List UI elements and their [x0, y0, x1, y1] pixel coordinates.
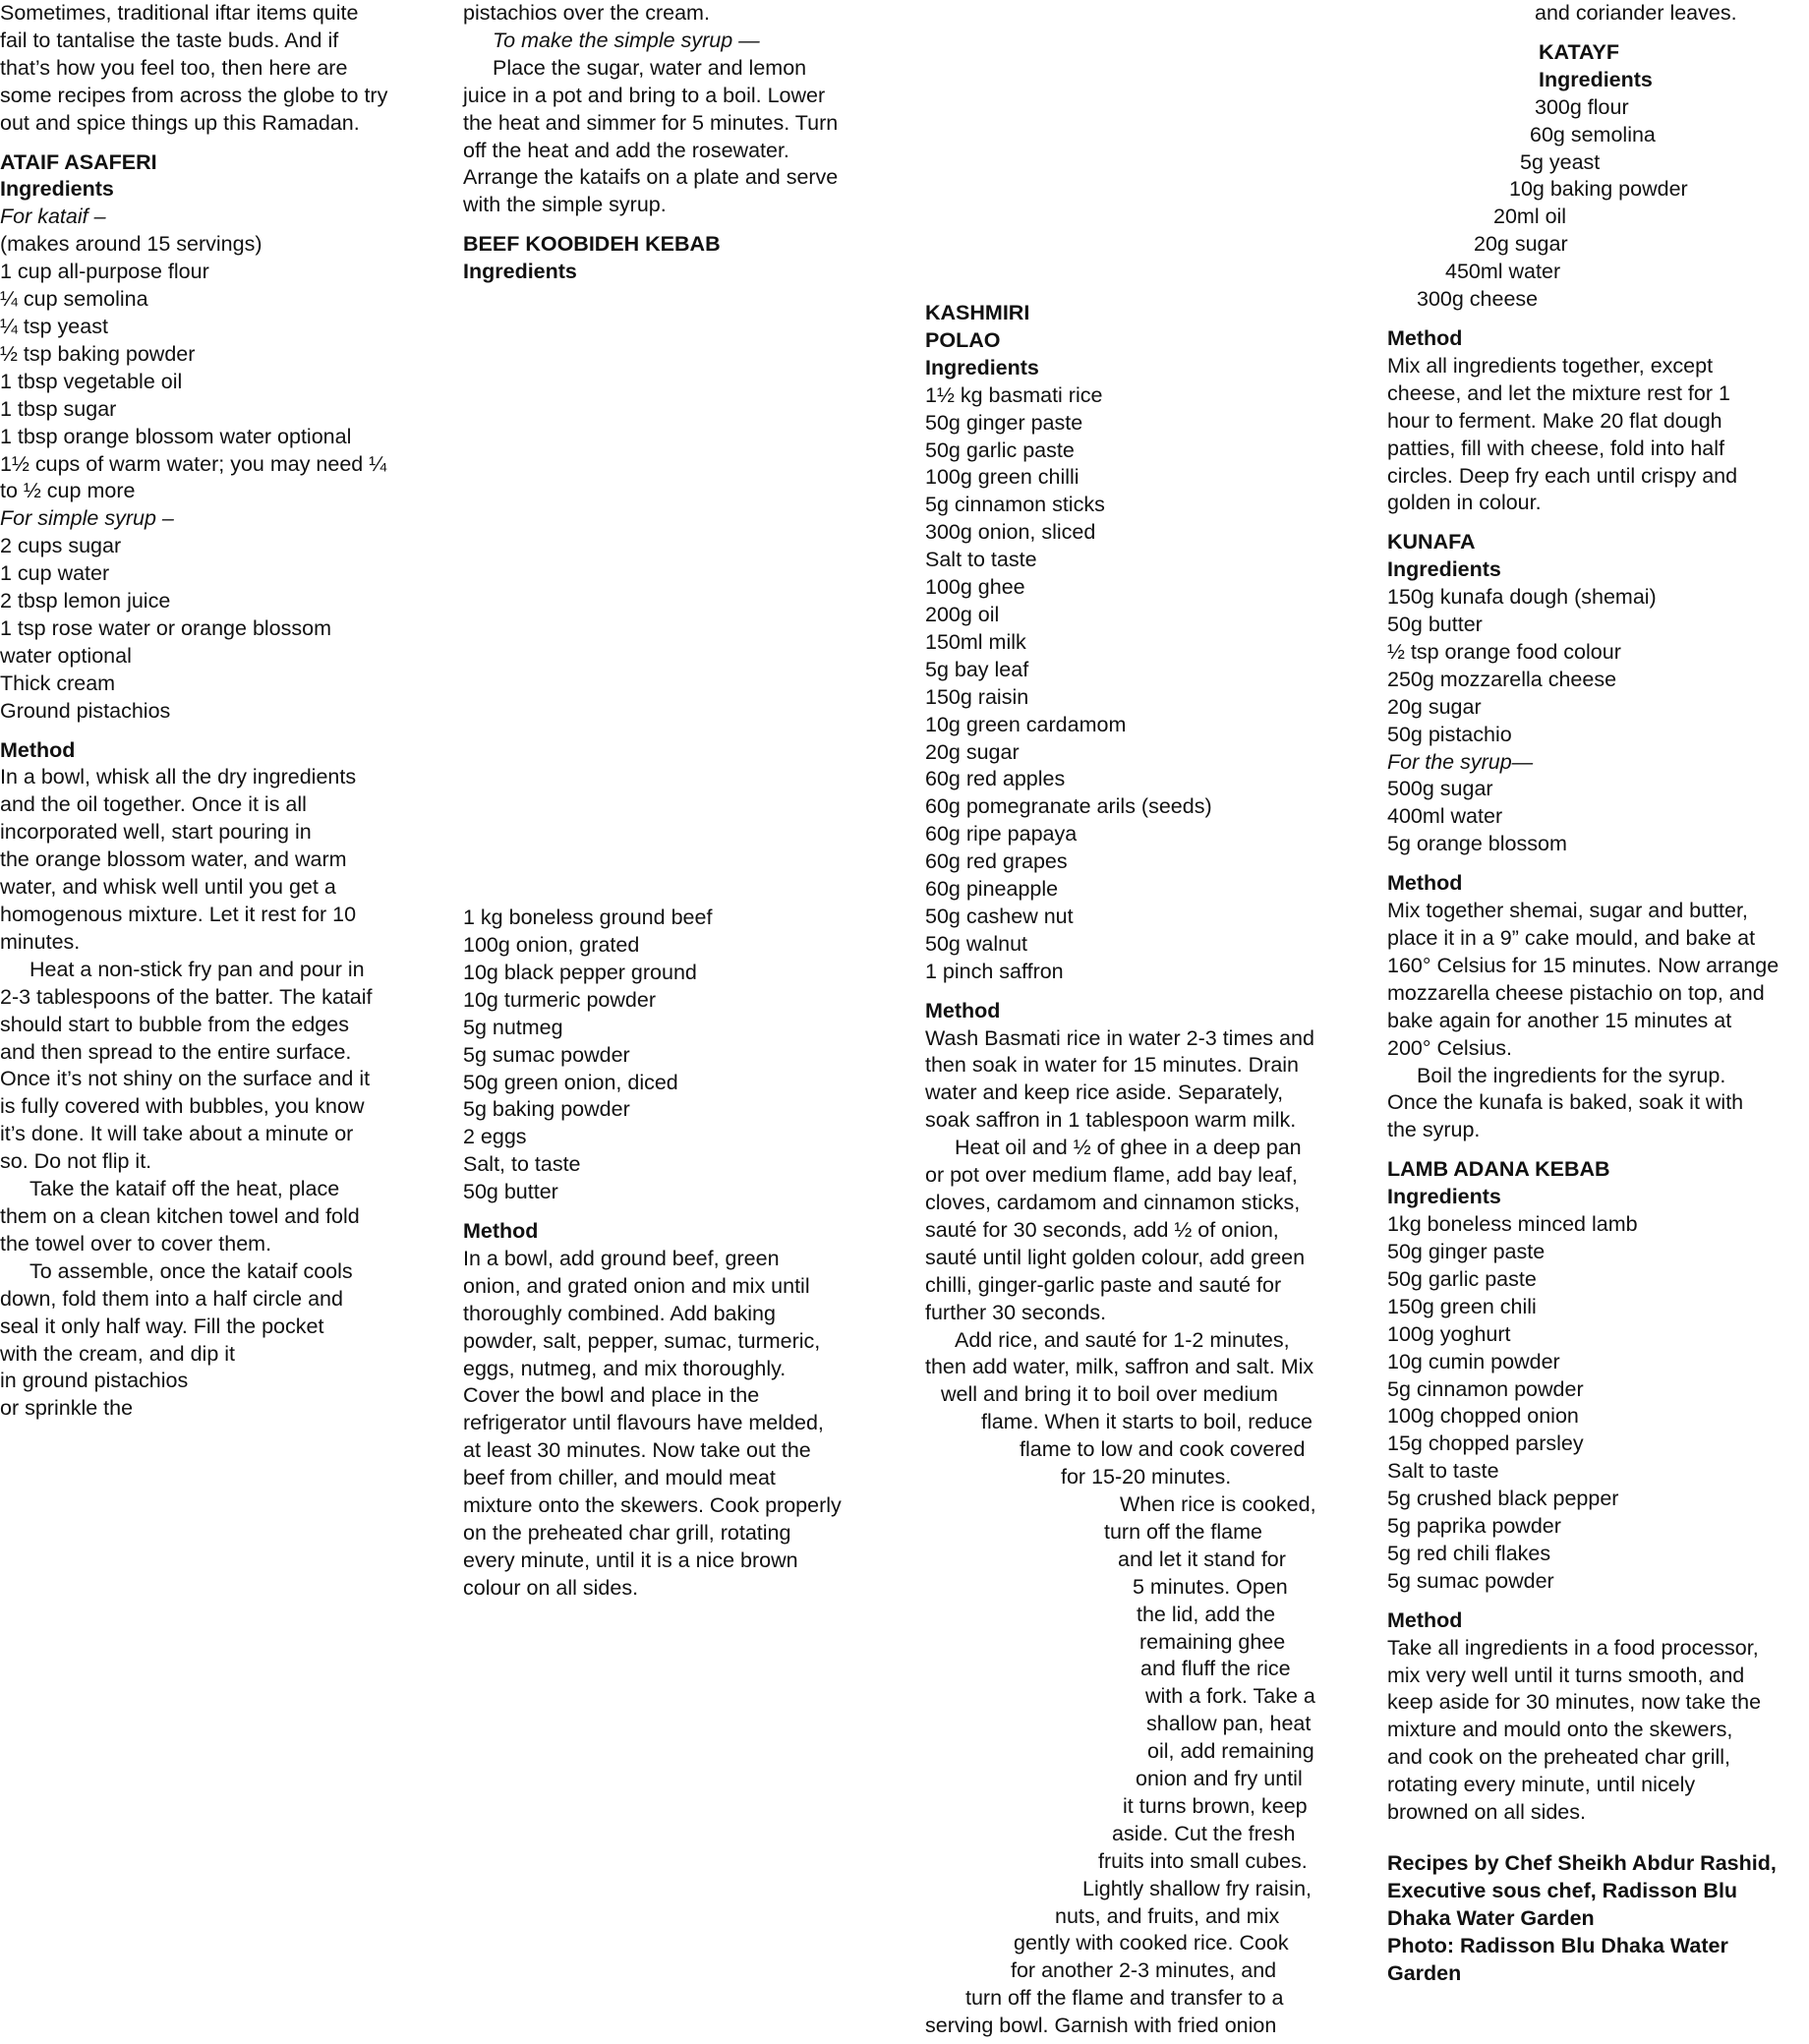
- text-line: 5g bay leaf: [925, 657, 1029, 681]
- text-line: Salt to taste: [925, 548, 1037, 572]
- text-line: 1kg boneless minced lamb: [1387, 1212, 1638, 1237]
- text-line: 15g chopped parsley: [1387, 1431, 1584, 1456]
- text-line: 400ml water: [1387, 804, 1503, 829]
- text-line: 300g cheese: [1417, 287, 1539, 312]
- text-line: 5g orange blossom: [1387, 832, 1567, 856]
- text-line: 20g sugar: [1474, 232, 1568, 257]
- text-line: Take the kataif off the heat, place: [29, 1177, 340, 1201]
- text-line: aside. Cut the fresh: [1112, 1821, 1296, 1845]
- text-line: water and keep rice aside. Separately,: [925, 1080, 1284, 1105]
- text-line: or pot over medium flame, add bay leaf,: [925, 1163, 1298, 1188]
- text-line: 50g butter: [463, 1180, 558, 1204]
- text-line: For the syrup—: [1387, 749, 1534, 774]
- text-line: 500g sugar: [1387, 777, 1493, 801]
- text-line: Add rice, and sauté for 1-2 minutes,: [955, 1327, 1290, 1352]
- heading-line: BEEF KOOBIDEH KEBAB: [463, 232, 721, 257]
- text-line: serving bowl. Garnish with fried onion: [925, 2014, 1277, 2038]
- text-line: 20ml oil: [1493, 204, 1567, 229]
- text-line: When rice is cooked,: [1120, 1491, 1316, 1516]
- text-line: 1 kg boneless ground beef: [463, 905, 713, 930]
- text-line: thoroughly combined. Add baking: [463, 1301, 776, 1325]
- text-line: 50g ginger paste: [1387, 1239, 1546, 1263]
- text-line: Salt to taste: [1387, 1459, 1499, 1484]
- text-line: 100g yoghurt: [1387, 1321, 1511, 1346]
- text-line: then soak in water for 15 minutes. Drain: [925, 1053, 1300, 1078]
- text-line: 10g green cardamom: [925, 712, 1127, 736]
- text-line: 5g baking powder: [463, 1097, 630, 1122]
- text-line: Cover the bowl and place in the: [463, 1383, 760, 1408]
- text-line: refrigerator until flavours have melded,: [463, 1411, 824, 1435]
- text-line: 50g ginger paste: [925, 410, 1083, 435]
- text-line: 50g garlic paste: [925, 438, 1075, 462]
- text-line: the towel over to cover them.: [0, 1231, 272, 1256]
- text-line: ¼ tsp yeast: [0, 314, 108, 338]
- text-line: or sprinkle the: [0, 1396, 134, 1421]
- text-line: 60g red grapes: [925, 849, 1068, 874]
- text-line: golden in colour.: [1387, 491, 1542, 515]
- text-line: 50g green onion, diced: [463, 1070, 678, 1094]
- text-line: 5 minutes. Open: [1133, 1574, 1288, 1599]
- text-line: hour to ferment. Make 20 flat dough: [1387, 408, 1722, 433]
- text-line: 1½ kg basmati rice: [925, 382, 1103, 407]
- text-line: it’s done. It will take about a minute or: [0, 1122, 354, 1146]
- text-line: mix very well until it turns smooth, and: [1387, 1663, 1745, 1687]
- text-line: 60g ripe papaya: [925, 822, 1078, 847]
- text-line: with the cream, and dip it: [0, 1341, 236, 1366]
- text-line: 5g sumac powder: [1387, 1568, 1554, 1593]
- text-line: 1 tsp rose water or orange blossom: [0, 615, 331, 640]
- text-line: 5g paprika powder: [1387, 1514, 1561, 1539]
- heading-line: Executive sous chef, Radisson Blu: [1387, 1878, 1738, 1902]
- text-line: 20g sugar: [925, 739, 1020, 764]
- heading-line: Garden: [1387, 1960, 1462, 1985]
- text-line: cloves, cardamom and cinnamon sticks,: [925, 1191, 1301, 1214]
- text-line: 450ml water: [1445, 260, 1561, 284]
- heading-line: Ingredients: [1539, 67, 1653, 91]
- text-line: ¼ cup semolina: [0, 287, 148, 312]
- text-line: shallow pan, heat: [1146, 1712, 1312, 1736]
- text-line: 5g cinnamon sticks: [925, 493, 1105, 517]
- text-line: 100g ghee: [925, 575, 1025, 600]
- text-line: for another 2-3 minutes, and: [1011, 1958, 1277, 1983]
- text-line: In a bowl, whisk all the dry ingredients: [0, 765, 357, 789]
- text-line: Sometimes, traditional iftar items quite: [0, 1, 359, 25]
- text-line: that’s how you feel too, then here are: [0, 55, 348, 80]
- text-line: 10g cumin powder: [1387, 1349, 1560, 1373]
- text-line: 60g semolina: [1530, 122, 1656, 146]
- text-line: some recipes from across the globe to try: [0, 83, 388, 107]
- text-line: 1 pinch saffron: [925, 959, 1064, 983]
- text-line: browned on all sides.: [1387, 1800, 1586, 1825]
- text-line: the syrup.: [1387, 1118, 1481, 1142]
- text-line: Wash Basmati rice in water 2-3 times and: [925, 1025, 1314, 1050]
- text-line: turn off the flame: [1104, 1519, 1262, 1544]
- text-line: 150g kunafa dough (shemai): [1387, 585, 1657, 610]
- text-line: patties, fill with cheese, fold into half: [1387, 436, 1724, 460]
- text-line: fail to tantalise the taste buds. And if: [0, 28, 339, 52]
- text-line: so. Do not flip it.: [0, 1149, 152, 1174]
- heading-line: ATAIF ASAFERI: [0, 149, 157, 174]
- heading-line: Method: [1387, 1607, 1463, 1632]
- text-line: cheese, and let the mixture rest for 1: [1387, 380, 1730, 405]
- text-line: Thick cream: [0, 671, 116, 695]
- text-line: is fully covered with bubbles, you know: [0, 1094, 365, 1119]
- text-line: the orange blossom water, and warm: [0, 847, 347, 872]
- text-line: minutes.: [0, 929, 81, 954]
- text-line: and fluff the rice: [1140, 1657, 1291, 1681]
- text-line: fruits into small cubes.: [1098, 1848, 1308, 1873]
- text-line: 5g crushed black pepper: [1387, 1487, 1619, 1511]
- text-line: soak saffron in 1 tablespoon warm milk.: [925, 1108, 1297, 1133]
- text-line: then add water, milk, saffron and salt. Mix: [925, 1355, 1314, 1379]
- text-line: it turns brown, keep: [1123, 1793, 1308, 1818]
- text-line: Once the kunafa is baked, soak it with: [1387, 1090, 1744, 1115]
- text-line: and coriander leaves.: [1535, 1, 1737, 25]
- text-line: the lid, add the: [1137, 1602, 1276, 1626]
- text-line: Place the sugar, water and lemon: [493, 55, 807, 80]
- text-line: 5g red chili flakes: [1387, 1541, 1551, 1565]
- heading-line: Method: [1387, 871, 1463, 896]
- text-line: gently with cooked rice. Cook: [1014, 1931, 1289, 1956]
- text-line: 2 tbsp lemon juice: [0, 589, 171, 613]
- text-line: 100g chopped onion: [1387, 1404, 1579, 1429]
- heading-line: KASHMIRI: [925, 301, 1030, 324]
- text-line: beef from chiller, and mould meat: [463, 1466, 776, 1490]
- text-line: homogenous mixture. Let it rest for 10: [0, 903, 357, 926]
- text-line: 150g green chili: [1387, 1294, 1537, 1318]
- text-line: ½ tsp baking powder: [0, 341, 196, 366]
- text-line: 10g black pepper ground: [463, 960, 697, 984]
- text-line: seal it only half way. Fill the pocket: [0, 1314, 324, 1338]
- text-line: eggs, nutmeg, and mix thoroughly.: [463, 1356, 787, 1380]
- column-3: [925, 0, 1358, 2040]
- text-line: to ½ cup more: [0, 479, 136, 503]
- heading-line: Ingredients: [463, 260, 577, 284]
- text-line: and let it stand for: [1118, 1547, 1286, 1571]
- text-line: place it in a 9” cake mould, and bake at: [1387, 926, 1756, 950]
- text-line: chilli, ginger-garlic paste and sauté for: [925, 1272, 1282, 1297]
- text-line: them on a clean kitchen towel and fold: [0, 1203, 360, 1228]
- text-line: colour on all sides.: [463, 1575, 639, 1600]
- text-line: 300g flour: [1535, 94, 1629, 119]
- text-line: 200g oil: [925, 602, 1000, 626]
- text-line: should start to bubble from the edges: [0, 1012, 349, 1036]
- text-line: To assemble, once the kataif cools: [29, 1258, 353, 1283]
- text-line: 1 cup water: [0, 561, 110, 586]
- text-line: ½ tsp orange food colour: [1387, 639, 1621, 664]
- text-line: In a bowl, add ground beef, green: [463, 1246, 780, 1270]
- text-line: 60g pineapple: [925, 877, 1059, 902]
- heading-line: Ingredients: [925, 355, 1039, 380]
- text-line: 50g cashew nut: [925, 904, 1074, 928]
- text-line: water, and whisk well until you get a: [0, 875, 336, 900]
- text-line: powder, salt, pepper, sumac, turmeric,: [463, 1328, 821, 1353]
- text-line: circles. Deep fry each until crispy and: [1387, 463, 1738, 488]
- text-line: Arrange the kataifs on a plate and serve: [463, 165, 839, 190]
- text-line: the heat and simmer for 5 minutes. Turn: [463, 110, 839, 135]
- heading-line: Method: [463, 1219, 539, 1244]
- heading-line: Dhaka Water Garden: [1387, 1905, 1595, 1930]
- text-line: oil, add remaining: [1147, 1739, 1314, 1764]
- text-line: rotating every minute, until nicely: [1387, 1773, 1696, 1797]
- text-line: flame. When it starts to boil, reduce: [981, 1410, 1313, 1434]
- text-line: 160° Celsius for 15 minutes. Now arrange: [1387, 953, 1780, 977]
- text-line: 1 cup all-purpose flour: [0, 260, 209, 284]
- text-line: 50g walnut: [925, 931, 1027, 956]
- column-2: [463, 0, 896, 1603]
- text-line: water optional: [0, 643, 132, 668]
- text-line: 20g sugar: [1387, 694, 1482, 719]
- text-line: for 15-20 minutes.: [1061, 1465, 1232, 1489]
- heading-line: Photo: Radisson Blu Dhaka Water: [1387, 1933, 1728, 1957]
- text-line: 100g green chilli: [925, 465, 1080, 490]
- heading-line: KUNAFA: [1387, 530, 1476, 555]
- text-line: Lightly shallow fry raisin,: [1082, 1876, 1313, 1900]
- text-line: and the oil together. Once it is all: [0, 792, 307, 817]
- heading-line: Ingredients: [1387, 557, 1501, 582]
- heading-line: POLAO: [925, 327, 1001, 352]
- text-line: bake again for another 15 minutes at: [1387, 1008, 1732, 1032]
- text-line: Mix all ingredients together, except: [1387, 353, 1714, 378]
- text-line: onion and fry until: [1136, 1767, 1303, 1791]
- text-line: off the heat and add the rosewater.: [463, 138, 789, 162]
- text-line: turn off the flame and transfer to a: [965, 1986, 1284, 2011]
- text-line: incorporated well, start pouring in: [0, 820, 312, 845]
- text-line: 60g pomegranate arils (seeds): [925, 794, 1212, 819]
- text-line: 2 cups sugar: [0, 534, 122, 558]
- text-line: 1 tbsp orange blossom water optional: [0, 424, 352, 448]
- text-line: 150ml milk: [925, 629, 1026, 654]
- text-line: with the simple syrup.: [463, 193, 667, 217]
- text-line: 5g yeast: [1520, 149, 1601, 174]
- text-line: every minute, until it is a nice brown: [463, 1548, 798, 1572]
- text-line: nuts, and fruits, and mix: [1055, 1903, 1280, 1928]
- text-line: onion, and grated onion and mix until: [463, 1273, 810, 1298]
- text-line: 150g raisin: [925, 684, 1029, 709]
- text-line: Salt, to taste: [463, 1152, 581, 1177]
- text-line: For simple syrup –: [0, 506, 174, 531]
- text-line: further 30 seconds.: [925, 1300, 1107, 1324]
- text-line: 10g turmeric powder: [463, 987, 656, 1012]
- text-line: Ground pistachios: [0, 698, 171, 723]
- text-line: keep aside for 30 minutes, now take the: [1387, 1690, 1762, 1715]
- text-line: 2 eggs: [463, 1125, 527, 1149]
- text-line: on the preheated char grill, rotating: [463, 1521, 791, 1545]
- text-line: out and spice things up this Ramadan.: [0, 110, 360, 135]
- text-line: in ground pistachios: [0, 1369, 189, 1393]
- text-line: sauté until light golden colour, add green: [925, 1245, 1306, 1269]
- text-line: and cook on the preheated char grill,: [1387, 1745, 1731, 1770]
- text-line: 5g cinnamon powder: [1387, 1376, 1584, 1401]
- text-line: Boil the ingredients for the syrup.: [1417, 1063, 1726, 1087]
- heading-line: Ingredients: [0, 177, 114, 202]
- text-line: Once it’s not shiny on the surface and it: [0, 1067, 371, 1091]
- text-line: Heat a non-stick fry pan and pour in: [29, 957, 365, 981]
- heading-line: LAMB ADANA KEBAB: [1387, 1157, 1610, 1182]
- text-line: down, fold them into a half circle and: [0, 1286, 343, 1311]
- heading-line: Method: [925, 998, 1001, 1022]
- text-line: remaining ghee: [1139, 1629, 1286, 1654]
- heading-line: Method: [0, 737, 76, 762]
- text-line: mixture onto the skewers. Cook properly: [463, 1493, 842, 1518]
- column-4: [1387, 0, 1809, 1988]
- text-line: juice in a pot and bring to a boil. Lower: [463, 83, 826, 107]
- text-line: at least 30 minutes. Now take out the: [463, 1438, 811, 1463]
- text-line: (makes around 15 servings): [0, 232, 263, 257]
- heading-line: Method: [1387, 325, 1463, 350]
- text-line: mozzarella cheese pistachio on top, and: [1387, 980, 1765, 1005]
- text-line: 1 tbsp sugar: [0, 396, 117, 421]
- text-line: with a fork. Take a: [1145, 1684, 1315, 1709]
- text-line: 1½ cups of warm water; you may need ¼: [0, 451, 387, 476]
- text-line: Heat oil and ½ of ghee in a deep pan: [955, 1136, 1302, 1160]
- text-line: 5g sumac powder: [463, 1042, 630, 1067]
- text-line: 50g butter: [1387, 613, 1483, 637]
- text-line: 2-3 tablespoons of the batter. The kataif: [0, 984, 373, 1009]
- heading-line: Ingredients: [1387, 1185, 1501, 1209]
- text-line: mixture and mould onto the skewers,: [1387, 1718, 1733, 1742]
- text-line: 60g red apples: [925, 767, 1066, 791]
- text-line: 5g nutmeg: [463, 1015, 563, 1039]
- text-line: Take all ingredients in a food processor,: [1387, 1635, 1759, 1660]
- text-line: 300g onion, sliced: [925, 520, 1096, 545]
- text-line: 100g onion, grated: [463, 932, 640, 957]
- column-1: [0, 0, 442, 1423]
- text-line: To make the simple syrup —: [493, 28, 760, 52]
- text-line: 10g baking powder: [1509, 177, 1688, 202]
- heading-line: Recipes by Chef Sheikh Abdur Rashid,: [1387, 1851, 1777, 1875]
- text-line: sauté for 30 seconds, add ½ of onion,: [925, 1217, 1279, 1242]
- text-line: 1 tbsp vegetable oil: [0, 369, 183, 393]
- text-line: well and bring it to boil over medium: [941, 1382, 1278, 1407]
- text-line: pistachios over the cream.: [463, 1, 710, 25]
- heading-line: KATAYF: [1539, 39, 1620, 64]
- text-line: Mix together shemai, sugar and butter,: [1387, 899, 1748, 923]
- text-line: 50g pistachio: [1387, 722, 1512, 746]
- text-line: For kataif –: [0, 204, 106, 229]
- text-line: 200° Celsius.: [1387, 1035, 1512, 1060]
- text-line: flame to low and cook covered: [1020, 1437, 1306, 1462]
- text-line: 50g garlic paste: [1387, 1266, 1537, 1291]
- text-line: and then spread to the entire surface.: [0, 1039, 352, 1064]
- text-line: 250g mozzarella cheese: [1387, 667, 1617, 691]
